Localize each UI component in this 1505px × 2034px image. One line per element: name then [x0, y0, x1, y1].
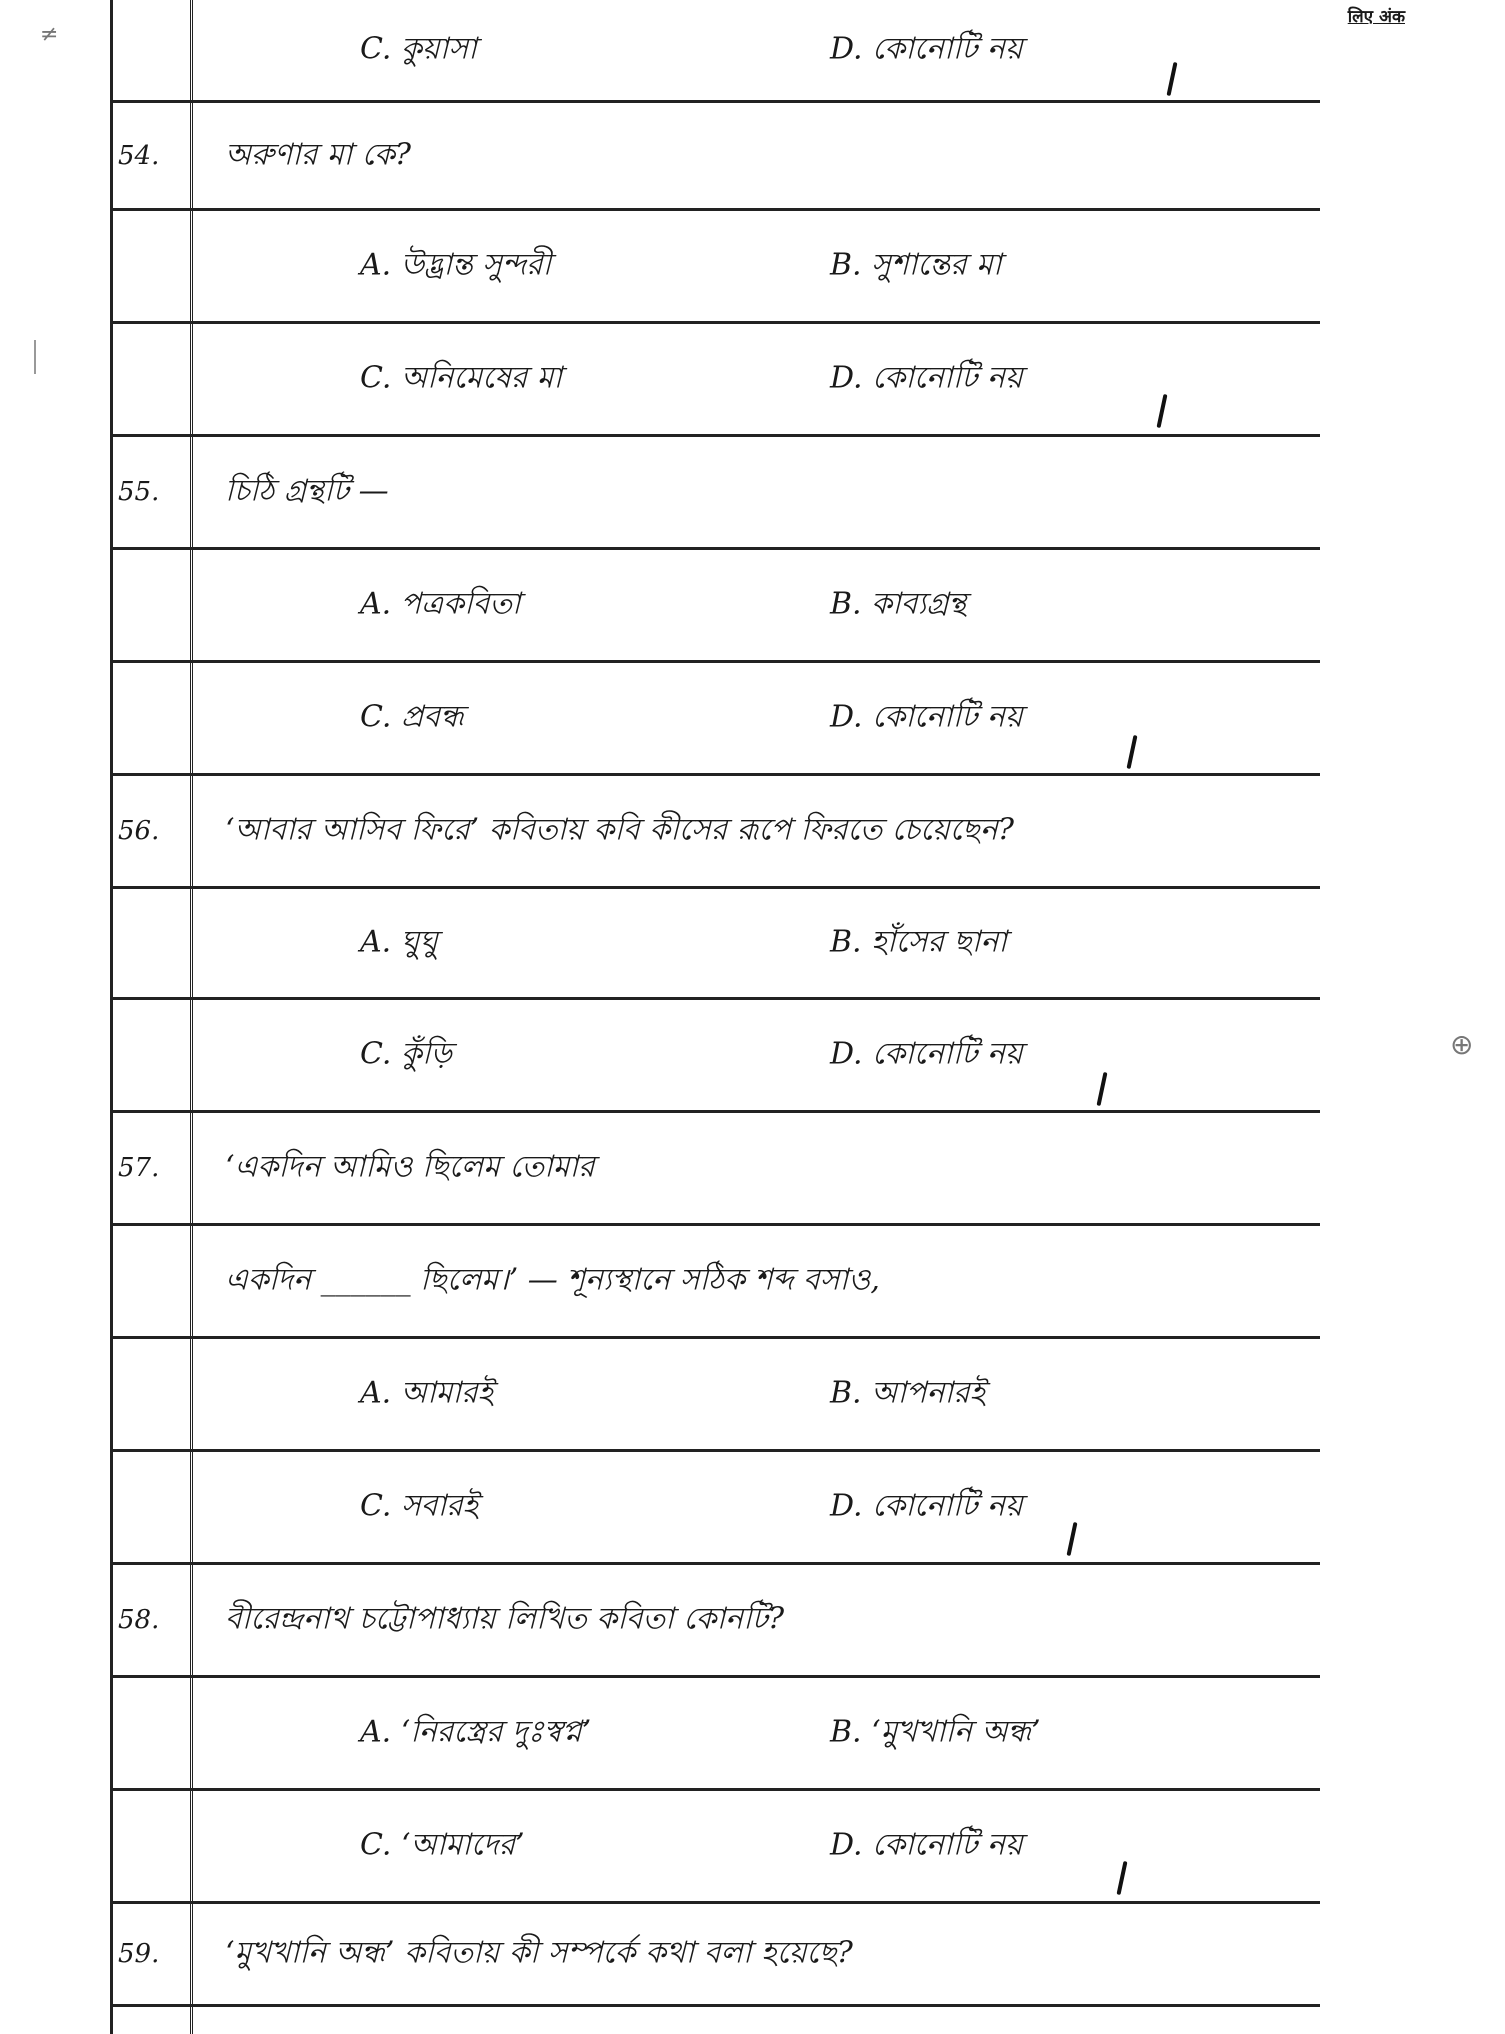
option-row — [110, 324, 1320, 437]
tick-mark — [1157, 394, 1168, 428]
option-row — [110, 889, 1320, 1000]
question-row — [110, 1113, 1320, 1226]
question-text: বীরেন্দ্রনাথ চট্টোপাধ্যায় লিখিত কবিতা কোনটি? — [225, 1601, 785, 1637]
margin-mark-top: ≠ — [40, 22, 59, 47]
question-number: 54. — [118, 140, 160, 171]
option-d: D. কোনোটি নয় — [830, 31, 1023, 67]
option-b: B. আপনারই — [830, 1375, 986, 1411]
option-row — [110, 663, 1320, 776]
option-c: C. কুয়াসা — [360, 31, 477, 67]
option-row — [110, 211, 1320, 324]
question-row — [110, 1904, 1320, 2007]
option-row — [110, 1000, 1320, 1113]
option-b: B. সুশান্তের মা — [830, 247, 1002, 283]
question-row — [110, 437, 1320, 550]
option-d: D. কোনোটি নয় — [830, 1827, 1023, 1863]
option-row — [110, 0, 1320, 103]
question-number: 59. — [118, 1939, 160, 1969]
question-text-continued: একদিন ______ ছিলেম।’ — শূন্যস্থানে সঠিক শব্দ বসাও, — [225, 1262, 880, 1298]
option-d: D. কোনোটি নয় — [830, 699, 1023, 735]
tick-mark — [1067, 1522, 1078, 1556]
option-d: D. কোনোটি নয় — [830, 1488, 1023, 1524]
option-d: D. কোনোটি নয় — [830, 1036, 1023, 1072]
question-continuation-row — [110, 1226, 1320, 1339]
option-c: C. অনিমেষের মা — [360, 360, 563, 396]
option-row — [110, 1678, 1320, 1791]
option-a: A. ঘুঘু — [360, 924, 438, 960]
option-b: B. ‘মুখখানি অন্ধ’ — [830, 1714, 1041, 1750]
option-c: C. কুঁড়ি — [360, 1036, 452, 1072]
option-row — [110, 1339, 1320, 1452]
option-row — [110, 550, 1320, 663]
question-number: 56. — [118, 816, 160, 846]
option-c: C. ‘আমাদের’ — [360, 1827, 525, 1863]
option-b: B. কাব্যগ্রন্থ — [830, 586, 967, 622]
question-number: 57. — [118, 1153, 160, 1183]
margin-mark-bar — [34, 340, 36, 374]
question-number: 55. — [118, 477, 160, 507]
option-row — [110, 1791, 1320, 1904]
tick-mark — [1167, 62, 1178, 96]
question-row — [110, 776, 1320, 889]
question-text: ‘মুখখানি অন্ধ’ কবিতায় কী সম্পর্কে কথা বলা হয়েছে? — [225, 1935, 853, 1971]
question-text: চিঠি গ্রন্থটি — — [225, 473, 389, 509]
question-text: ‘একদিন আমিও ছিলেম তোমার — [225, 1149, 595, 1185]
margin-mark-right: ⊕ — [1450, 1028, 1474, 1061]
option-row — [110, 1452, 1320, 1565]
option-c: C. সবারই — [360, 1488, 479, 1524]
question-text: ‘আবার আসিব ফিরে’ কবিতায় কবি কীসের রূপে ফিরতে চেয়েছেন? — [225, 812, 1014, 848]
option-a: A. ‘নিরস্ত্রের দুঃস্বপ্ন’ — [360, 1714, 592, 1750]
corner-label: लिए अंक — [1347, 7, 1405, 27]
option-a: A. পত্রকবিতা — [360, 586, 521, 622]
tick-mark — [1097, 1072, 1108, 1106]
tick-mark — [1127, 735, 1138, 769]
question-row — [110, 1565, 1320, 1678]
tick-mark — [1117, 1861, 1128, 1895]
option-b: B. হাঁসের ছানা — [830, 924, 1007, 960]
option-a: A. আমারই — [360, 1375, 494, 1411]
question-row — [110, 103, 1320, 211]
option-c: C. প্রবন্ধ — [360, 699, 464, 735]
question-text: অরুণার মা কে? — [225, 137, 412, 172]
option-d: D. কোনোটি নয় — [830, 360, 1023, 396]
option-a: A. উদ্ভ্রান্ত সুন্দরী — [360, 247, 552, 283]
question-number: 58. — [118, 1605, 160, 1635]
